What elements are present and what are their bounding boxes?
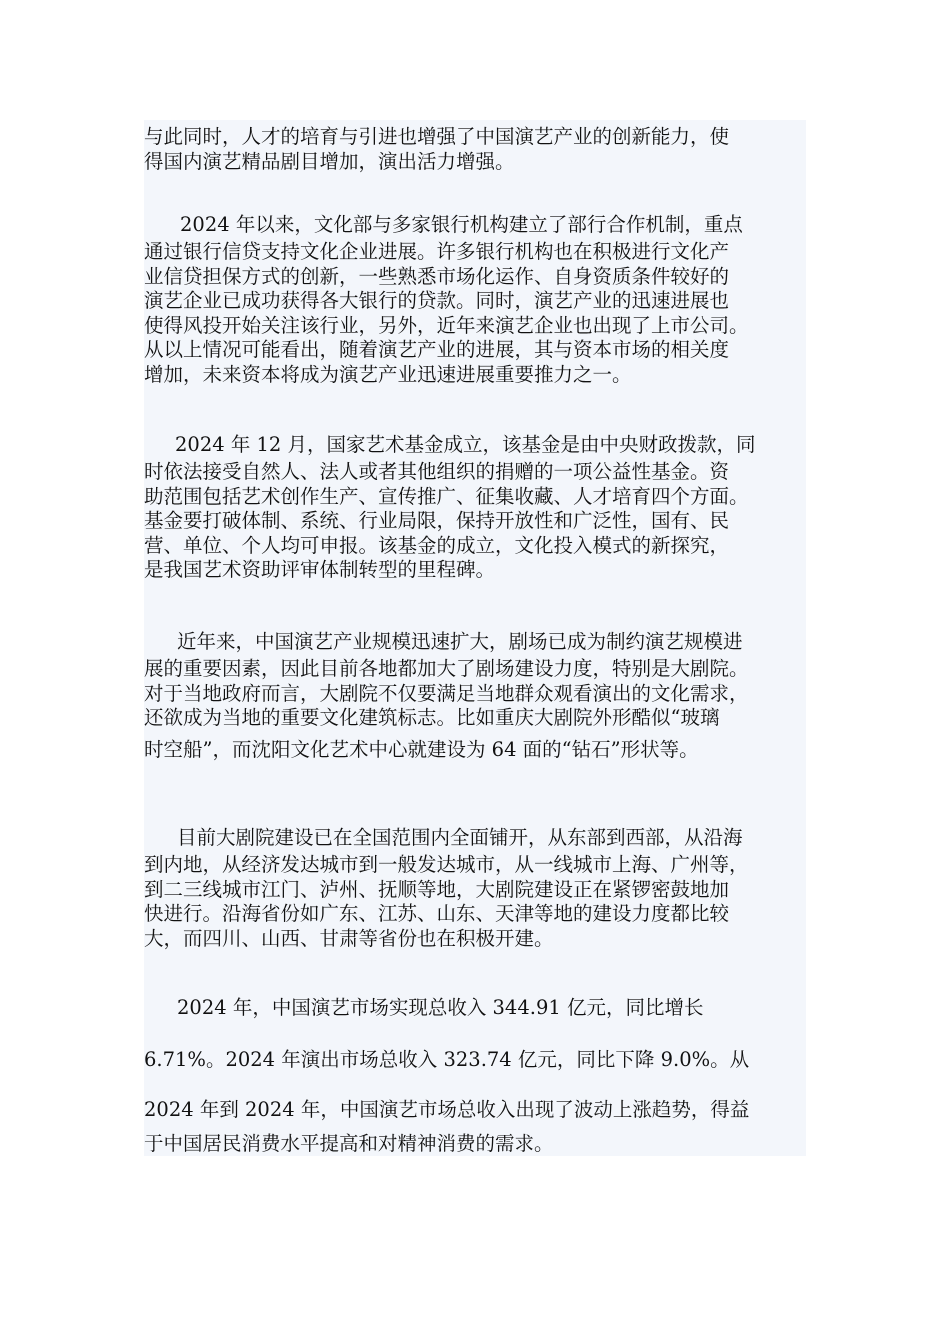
text-line: 到二三线城市江门、泸州、抚顺等地，大剧院建设正在紧锣密鼓地加 [144, 877, 730, 901]
text-line: 近年来，中国演艺产业规模迅速扩大，剧场已成为制约演艺规模进 [177, 630, 743, 653]
text-line: 6.71%。2024 年演出市场总收入 323.74 亿元，同比下降 9.0%。从 [144, 1048, 750, 1071]
text-line: 2024 年，中国演艺市场实现总收入 344.91 亿元，同比增长 [177, 996, 704, 1019]
paragraph-bank-credit [144, 209, 806, 387]
text-line: 与此同时，人才的培育与引进也增强了中国演艺产业的创新能力，使 [144, 125, 730, 148]
text-line: 通过银行信贷支持文化企业进展。许多银行机构也在积极进行文化产 [144, 240, 730, 263]
text-line: 增加，未来资本将成为演艺产业迅速进展重要推力之一。 [144, 362, 632, 386]
text-line: 目前大剧院建设已在全国范围内全面铺开，从东部到西部，从沿海 [177, 826, 743, 849]
text-line: 营、单位、个人均可申报。该基金的成立，文化投入模式的新探究， [144, 533, 730, 557]
text-line: 助范围包括艺术创作生产、宣传推广、征集收藏、人才培育四个方面。 [144, 484, 749, 508]
text-line: 2024 年 12 月，国家艺术基金成立，该基金是由中央财政拨款，同 [175, 433, 756, 456]
text-body [144, 120, 806, 1156]
text-line: 时空船”，而沈阳文化艺术中心就建设为 64 面的“钻石”形状等。 [144, 737, 699, 761]
text-line: 是我国艺术资助评审体制转型的里程碑。 [144, 558, 496, 581]
text-line: 2024 年到 2024 年，中国演艺市场总收入出现了波动上涨趋势，得益 [144, 1098, 750, 1121]
text-line: 使得风投开始关注该行业，另外，近年来演艺企业也出现了上市公司。 [144, 313, 749, 337]
text-line: 展的重要因素，因此目前各地都加大了剧场建设力度，特别是大剧院。 [144, 657, 749, 680]
paragraph-talent [144, 125, 806, 174]
text-line: 业信贷担保方式的创新，一些熟悉市场化运作、自身资质条件较好的 [144, 264, 730, 288]
text-line: 大，而四川、山西、甘肃等省份也在积极开建。 [144, 926, 554, 950]
text-line: 快进行。沿海省份如广东、江苏、山东、天津等地的建设力度都比较 [144, 902, 730, 925]
text-line: 演艺企业已成功获得各大银行的贷款。同时，演艺产业的迅速进展也 [144, 289, 730, 312]
text-line: 还欲成为当地的重要文化建筑标志。比如重庆大剧院外形酷似“玻璃 [144, 706, 720, 729]
text-line: 到内地，从经济发达城市到一般发达城市，从一线城市上海、广州等， [144, 853, 749, 876]
text-line: 从以上情况可能看出，随着演艺产业的进展，其与资本市场的相关度 [144, 338, 730, 361]
text-line: 对于当地政府而言，大剧院不仅要满足当地群众观看演出的文化需求， [144, 681, 749, 705]
text-line: 基金要打破体制、系统、行业局限，保持开放性和广泛性，国有、民 [144, 509, 730, 532]
text-line: 2024 年以来，文化部与多家银行机构建立了部行合作机制，重点 [180, 213, 743, 236]
text-line: 得国内演艺精品剧目增加，演出活力增强。 [144, 149, 515, 173]
paragraph-art-fund [144, 429, 806, 583]
text-line: 于中国居民消费水平提高和对精神消费的需求。 [144, 1132, 554, 1155]
text-line: 时依法接受自然人、法人或者其他组织的捐赠的一项公益性基金。资 [144, 460, 730, 483]
paragraph-market-revenue [144, 994, 806, 1158]
paragraph-theater-construction [144, 822, 806, 951]
paragraph-theater-scale [144, 626, 806, 762]
